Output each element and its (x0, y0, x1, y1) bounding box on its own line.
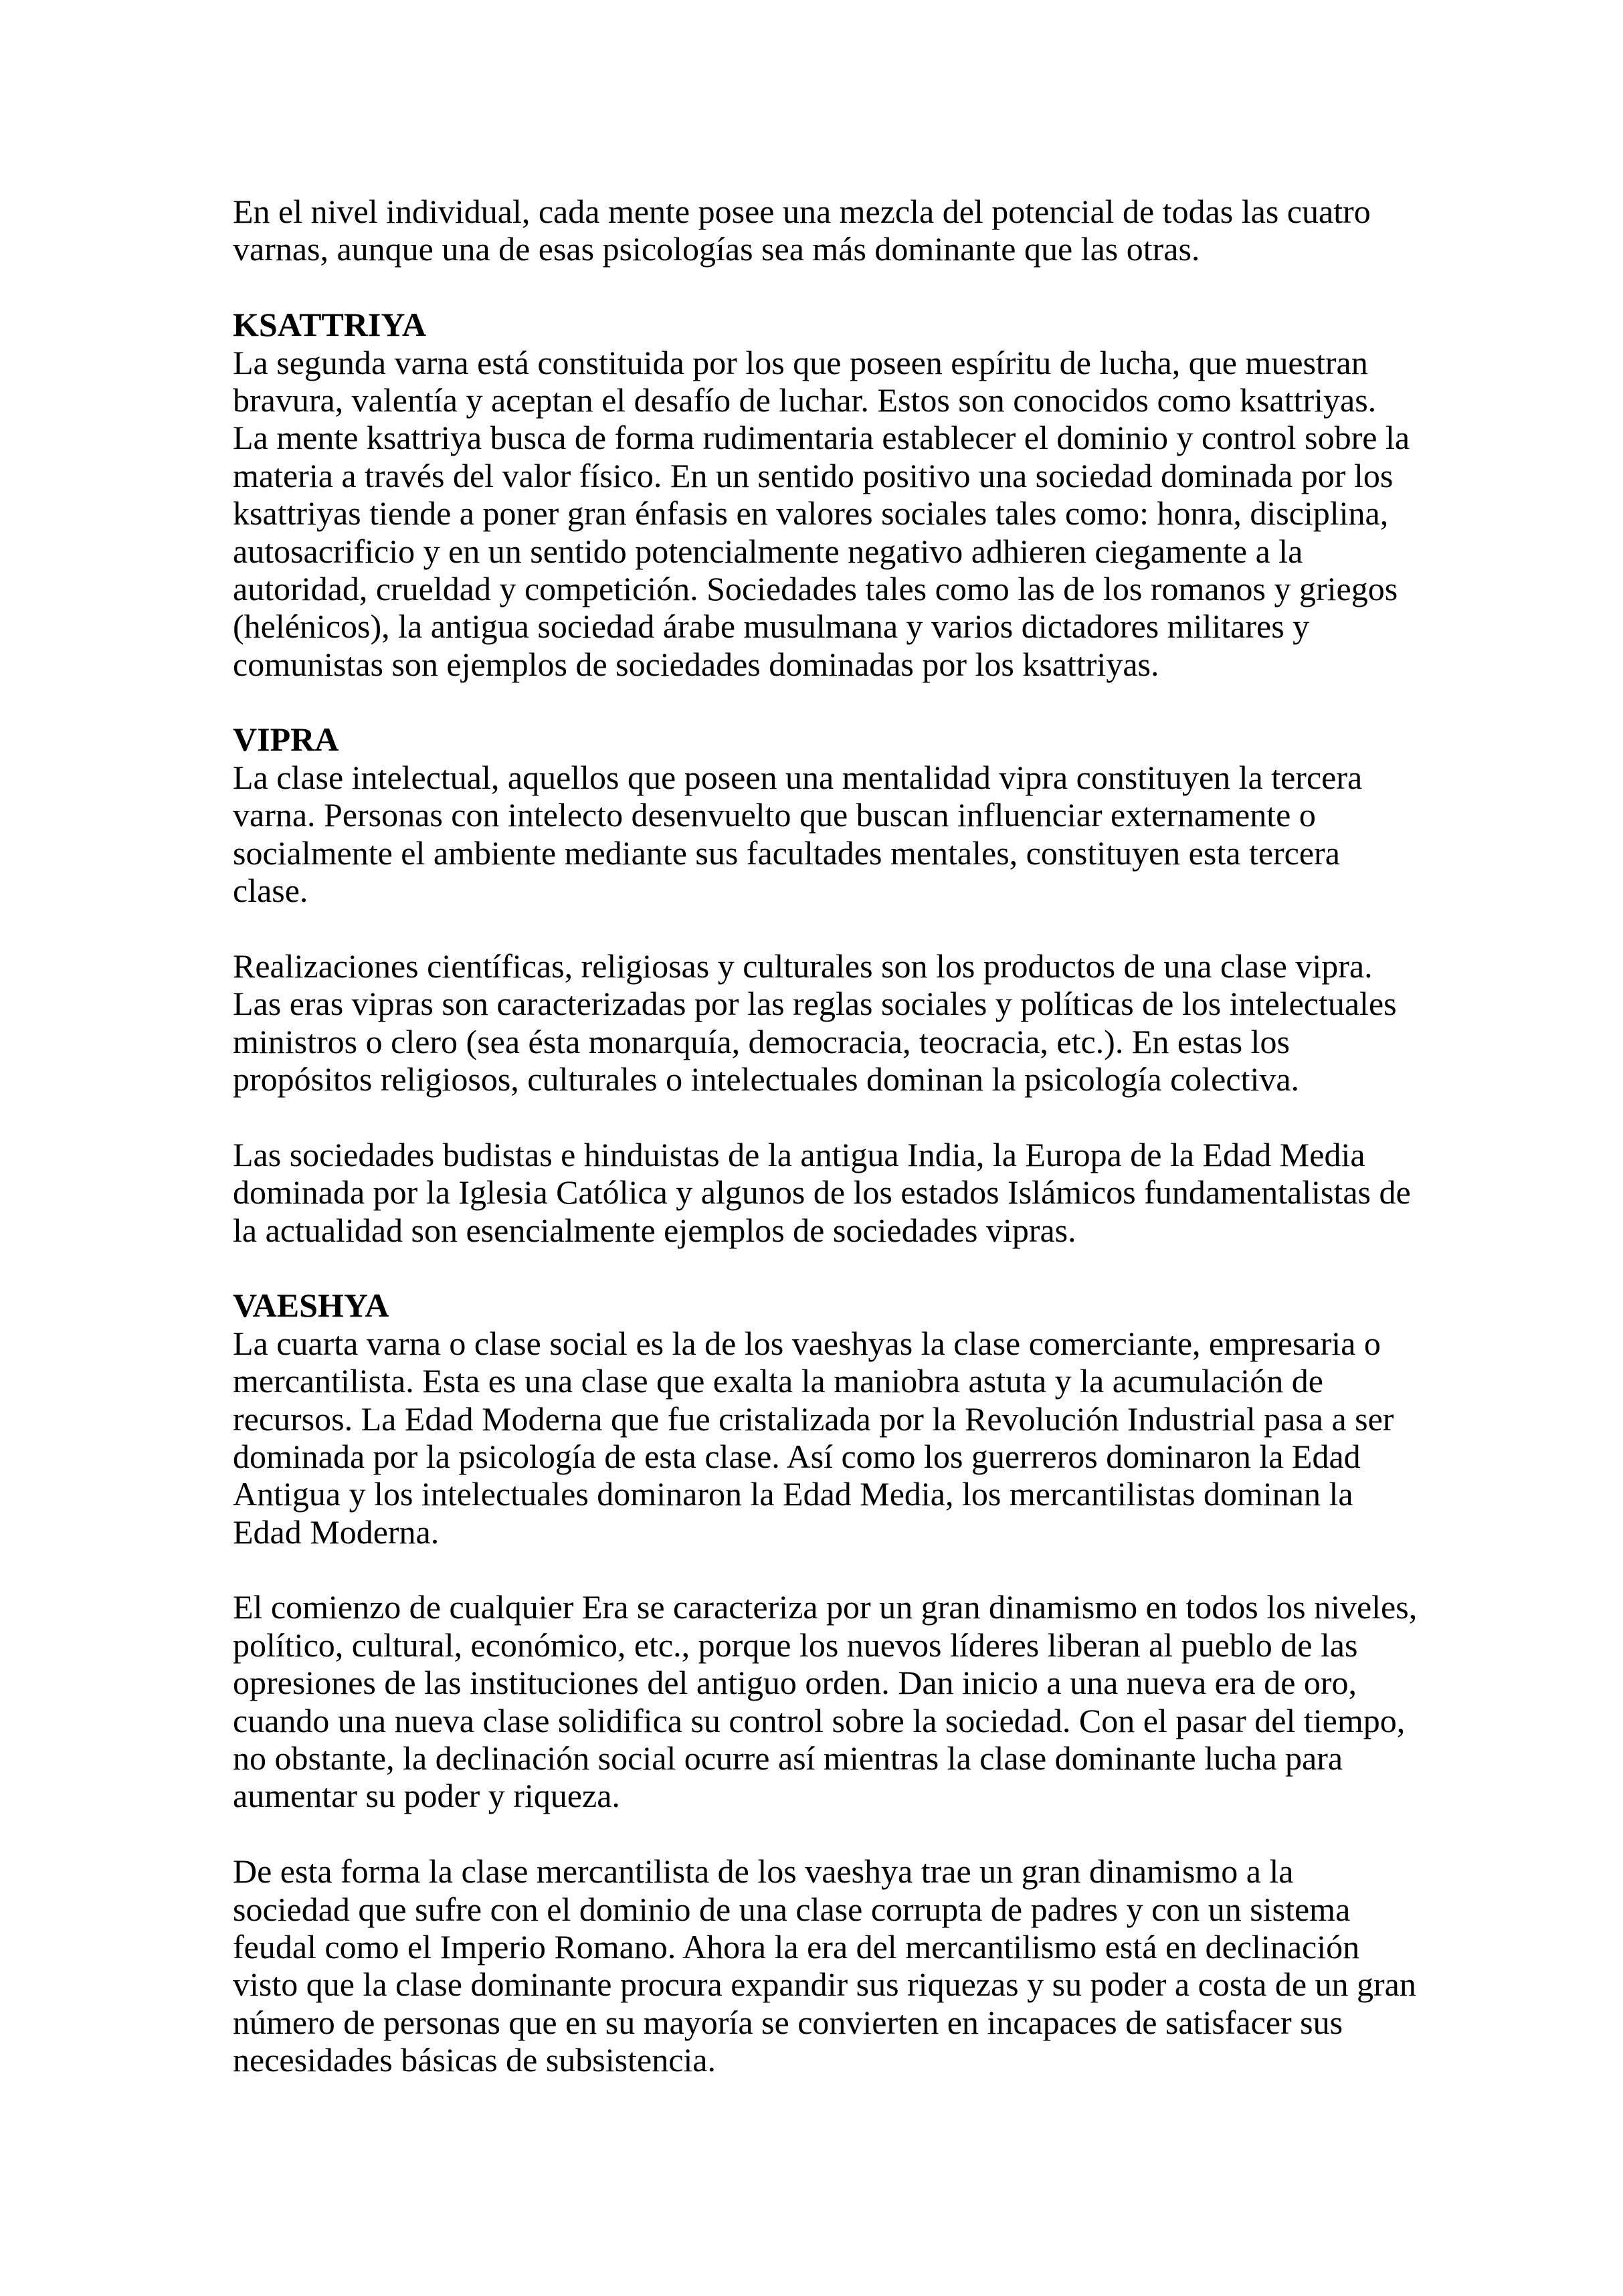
text-line: dominada por la Iglesia Católica y algunos de los estados Islámicos fundamentalistas de (233, 1173, 1411, 1212)
text-line: sociedad que sufre con el dominio de una clase corrupta de padres y con un sistema (233, 1890, 1351, 1928)
text-line: aumentar su poder y riqueza. (233, 1777, 620, 1815)
text-line: Antigua y los intelectuales dominaron la Edad Media, los mercantilistas dominan la (233, 1475, 1353, 1513)
text-line: materia a través del valor físico. En un sentido positivo una sociedad dominada por los (233, 456, 1394, 494)
paragraph-spacer (233, 1551, 1504, 1588)
text-line: opresiones de las instituciones del antiguo orden. Dan inicio a una nueva era de oro, (233, 1664, 1357, 1702)
section-heading: VAESHYA (233, 1286, 389, 1325)
section-vaeshya (233, 1286, 1504, 2079)
text-line: El comienzo de cualquier Era se caracteriza por un gran dinamismo en todos los niveles, (233, 1588, 1418, 1626)
text-line: autoridad, crueldad y competición. Sociedades tales como las de los romanos y griegos (233, 569, 1398, 607)
text-line: socialmente el ambiente mediante sus facultades mentales, constituyen esta tercera (233, 834, 1340, 872)
text-line: autosacrificio y en un sentido potencialmente negativo adhieren ciegamente a la (233, 532, 1303, 570)
text-line: feudal como el Imperio Romano. Ahora la era del mercantilismo está en declinación (233, 1927, 1360, 1966)
text-line: Las sociedades budistas e hinduistas de la antigua India, la Europa de la Edad Media (233, 1135, 1365, 1173)
paragraph-spacer (233, 1098, 1504, 1135)
paragraph-spacer (233, 909, 1504, 947)
text-line: número de personas que en su mayoría se convierten en incapaces de satisfacer sus (233, 2003, 1343, 2041)
text-line: necesidades básicas de subsistencia. (233, 2041, 716, 2079)
ksattriya-paragraph (233, 344, 1504, 684)
text-line: mercantilista. Esta es una clase que exalta la maniobra astuta y la acumulación de (233, 1362, 1323, 1400)
text-line: Edad Moderna. (233, 1513, 440, 1551)
text-line: visto que la clase dominante procura expandir sus riquezas y su poder a costa de un gran (233, 1966, 1416, 2004)
vaeshya-paragraph-1 (233, 1325, 1504, 1551)
section-heading: KSATTRIYA (233, 306, 426, 344)
intro-paragraph (233, 193, 1504, 268)
text-line: La clase intelectual, aquellos que poseen una mentalidad vipra constituyen la tercera (233, 758, 1363, 796)
text-line: Realizaciones científicas, religiosas y culturales son los productos de una clase vipra. (233, 947, 1373, 985)
text-line: la actualidad son esencialmente ejemplos de sociedades vipras. (233, 1211, 1076, 1249)
vipra-paragraph-3 (233, 1136, 1504, 1249)
section-heading: VIPRA (233, 721, 339, 759)
section-ksattriya (233, 306, 1504, 683)
text-line: La mente ksattriya busca de forma rudimentaria establecer el dominio y control sobre la (233, 419, 1410, 457)
text-line: De esta forma la clase mercantilista de los vaeshya trae un gran dinamismo a la (233, 1852, 1294, 1891)
text-line: varnas, aunque una de esas psicologías sea más dominante que las otras. (233, 230, 1200, 268)
paragraph-spacer (233, 268, 1504, 306)
text-line: político, cultural, económico, etc., porque los nuevos líderes liberan al pueblo de las (233, 1626, 1358, 1664)
text-line: La cuarta varna o clase social es la de los vaeshyas la clase comerciante, empresaria o (233, 1324, 1381, 1362)
section-vipra (233, 721, 1504, 1248)
vaeshya-paragraph-2 (233, 1588, 1504, 1814)
text-line: varna. Personas con intelecto desenvuelto que buscan influenciar externamente o (233, 796, 1316, 834)
text-line: ksattriyas tiende a poner gran énfasis en valores sociales tales como: honra, disciplina, (233, 494, 1389, 533)
text-line: Las eras vipras son caracterizadas por las reglas sociales y políticas de los intelectuales (233, 985, 1397, 1023)
document-page (233, 193, 1504, 2079)
paragraph-spacer (233, 1815, 1504, 1852)
text-line: clase. (233, 872, 308, 910)
text-line: bravura, valentía y aceptan el desafío de luchar. Estos son conocidos como ksattriyas. (233, 381, 1377, 419)
text-line: no obstante, la declinación social ocurre así mientras la clase dominante lucha para (233, 1739, 1343, 1778)
paragraph-spacer (233, 683, 1504, 721)
text-line: ministros o clero (sea ésta monarquía, democracia, teocracia, etc.). En estas los (233, 1022, 1290, 1060)
text-line: En el nivel individual, cada mente posee una mezcla del potencial de todas las cuatro (233, 193, 1371, 230)
paragraph-spacer (233, 1249, 1504, 1286)
text-line: La segunda varna está constituida por los que poseen espíritu de lucha, que muestran (233, 343, 1368, 381)
text-line: dominada por la psicología de esta clase. Así como los guerreros dominaron la Edad (233, 1437, 1361, 1475)
vipra-paragraph-2 (233, 947, 1504, 1098)
text-line: (helénicos), la antigua sociedad árabe musulmana y varios dictadores militares y (233, 607, 1310, 646)
text-line: propósitos religiosos, culturales o intelectuales dominan la psicología colectiva. (233, 1060, 1300, 1098)
text-line: cuando una nueva clase solidifica su control sobre la sociedad. Con el pasar del tiempo, (233, 1701, 1406, 1739)
vipra-paragraph-1 (233, 759, 1504, 910)
vaeshya-paragraph-3 (233, 1852, 1504, 2079)
text-line: comunistas son ejemplos de sociedades dominadas por los ksattriyas. (233, 645, 1159, 683)
text-line: recursos. La Edad Moderna que fue cristalizada por la Revolución Industrial pasa a ser (233, 1400, 1394, 1438)
